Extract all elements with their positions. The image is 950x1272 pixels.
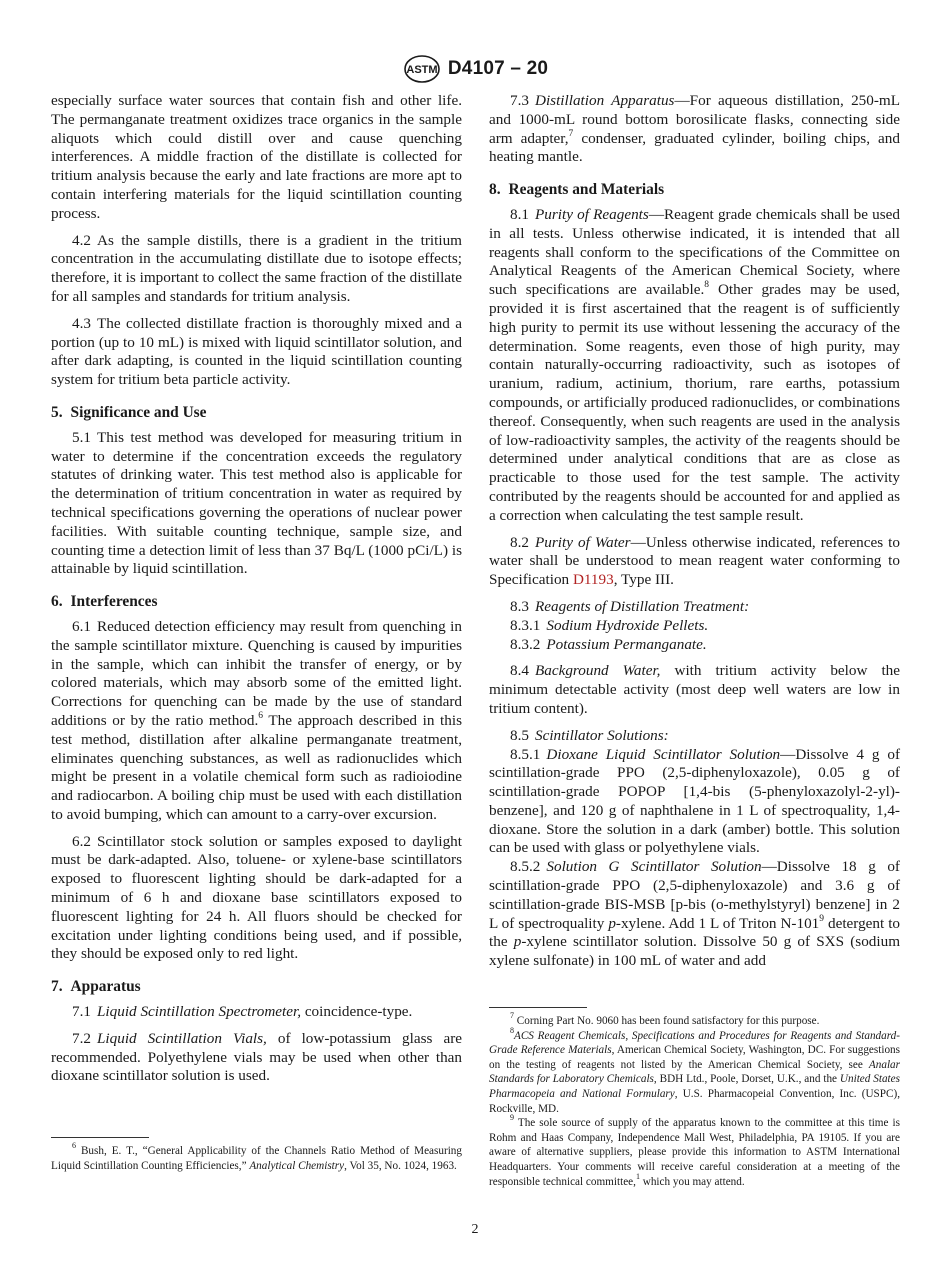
- paragraph-6-1: [51, 618, 462, 825]
- section-number: 8.: [489, 181, 501, 199]
- svg-text:ASTM: ASTM: [406, 64, 438, 76]
- section-title: Interferences: [70, 593, 158, 611]
- section-title: Apparatus: [70, 978, 141, 996]
- footnote-6: [51, 1141, 462, 1173]
- clause-text: coincidence-type.: [301, 1003, 413, 1021]
- footnote-ref-8[interactable]: 8: [704, 280, 710, 291]
- paragraph-4-2: [51, 232, 462, 307]
- footnote-number: 6: [72, 1141, 76, 1151]
- clause-title: Liquid Scintillation Spectrometer,: [96, 1003, 302, 1021]
- footnote-italic: ACS Reagent Chemicals, Specifications and Procedures for Reagents and Standard-Grade Reference Materials: [489, 1029, 900, 1057]
- clause-number: 7.1: [72, 1003, 91, 1021]
- clause-title: Potassium Permanganate.: [546, 635, 707, 653]
- clause-number: 8.2: [510, 533, 529, 551]
- footnote-text: which you may attend.: [639, 1175, 745, 1188]
- paragraph-8-5: [489, 727, 900, 746]
- clause-text: This test method was developed for measuring tritium in water to determine if the concentration exceeds the regulatory statutes of drinking water. This test method also is applicable for the determination of tritium concentration in water as required by technical specifications governing the operations of nuclear power facilities. With suitable counting technique, sample size, and counting time a detection limit of less than 37 Bq/L (1000 pCi/L) is attainable by liquid scintillation.: [51, 428, 462, 578]
- clause-title: Scintillator Solutions:: [534, 726, 669, 744]
- footnote-7: [489, 1011, 900, 1029]
- footnotes-right: [489, 1007, 900, 1189]
- clause-number: 7.2: [72, 1029, 91, 1047]
- footnote-text: , U.S. Pharmacopeial Convention, Inc. (USPC), Rockville, MD.: [489, 1087, 900, 1115]
- paragraph-4-3: [51, 315, 462, 390]
- section-number: 6.: [51, 593, 63, 611]
- paragraph-7-2: [51, 1030, 462, 1086]
- clause-text: detergent to the: [489, 914, 901, 951]
- paragraph-5-1: [51, 429, 462, 579]
- clause-italic: p: [513, 933, 522, 951]
- clause-title: Purity of Reagents: [534, 205, 649, 223]
- clause-text: , Type III.: [613, 571, 674, 589]
- paragraph-4-1-continued: especially surface water sources that contain fish and other life. The permanganate treatment oxidizes trace organics in the sample aliquots which could distill over and cause quenching interferences. A middle fraction of the distillate is collected for tritium analysis because the early and late fractions are more apt to contain interfering materials for the liquid scintillation counting process.: [51, 92, 462, 222]
- section-heading-7: [51, 978, 462, 997]
- footnote-divider: [489, 1007, 587, 1008]
- clause-text: —Dissolve 4 g of scintillation-grade PPO (2,5-diphenyloxazole), 0.05 g of scintillation-grade POPOP [1,4-bis (5-phenyloxazolyl-2-yl)-benzene], and 120 g of naphthalene in 1 L of spectroquality, 1,4-dioxane. Store the solution in a dark (amber) bottle. This solution can be used with glass or polyethylene vials.: [489, 745, 900, 857]
- clause-text: As the sample distills, there is a gradient in the tritium concentration in the accumulating distillate due to isotope effects; therefore, it is important to collect the same fraction of the distillate for all samples and standards for tritium analysis.: [51, 231, 462, 305]
- clause-number: 8.5.1: [510, 745, 541, 763]
- clause-text: -xylene. Add 1 L of Triton N-101: [615, 914, 820, 932]
- page-header: [0, 54, 950, 84]
- paragraph-6-2: [51, 833, 462, 965]
- footnote-number: 9: [510, 1113, 514, 1123]
- clause-text: of low-potassium glass are recommended. Polyethylene vials may be used when other than dioxane scintillator solution is used.: [51, 1029, 462, 1085]
- section-title: Reagents and Materials: [508, 181, 665, 199]
- footnote-text: , American Chemical Society, Washington, DC. For suggestions on the testing of reagents not listed by the American Chemical Society, see: [489, 1044, 900, 1071]
- clause-text: The approach described in this test method, distillation after alkaline permanganate treatment, eliminates quenching substances, as well as radionuclides which might be present in a volatile chemical form such as radioiodine and radiocarbon. A boiling chip must be used with each distillation to avoid bumping, which can amount to a carry-over excursion.: [51, 711, 462, 823]
- clause-text: Scintillator stock solution or samples exposed to daylight must be dark-adapted. Also, toluene- or xylene-base scintillators exposed to fluorescent lighting should be dark-adapted for a minimum of 6 h and dioxane base scintillators exposed to fluorescent lighting for 24 h. All fluors should be checked for excitation under lighting conditions being used, and if possible, they should be exposed only to red light.: [51, 832, 462, 963]
- clause-number: 4.3: [72, 314, 91, 332]
- clause-number: 8.5.2: [510, 858, 541, 876]
- clause-number: 8.3.2: [510, 635, 541, 653]
- clause-number: 4.2: [72, 231, 91, 249]
- clause-italic: p: [608, 914, 616, 932]
- left-column: [51, 92, 462, 1094]
- page-number: 2: [471, 1222, 479, 1237]
- clause-text: —For aqueous distillation, 250-mL and 1000-mL round bottom borosilicate flasks, connecting side arm adapter,: [489, 92, 901, 147]
- paragraph-8-3-2: [489, 636, 900, 655]
- clause-text: condenser, graduated cylinder, boiling chips, and heating mantle.: [489, 129, 900, 166]
- footnote-ref-7[interactable]: 7: [568, 128, 574, 139]
- footnote-ref-9[interactable]: 9: [819, 913, 825, 924]
- paragraph-8-5-2: [489, 858, 900, 971]
- footnote-ref-1[interactable]: 1: [635, 1171, 640, 1181]
- footnote-divider: [51, 1137, 149, 1138]
- clause-title: Sodium Hydroxide Pellets.: [546, 616, 709, 634]
- section-number: 5.: [51, 403, 63, 421]
- footnotes-left: [51, 1137, 462, 1173]
- clause-text: —Reagent grade chemicals shall be used in all tests. Unless otherwise indicated, it is intended that all reagents shall conform to the specifications of the Committee on Analytical Reagents of the American Chemical Society, where such specifications are available.: [489, 205, 900, 299]
- clause-text: with tritium activity below the minimum detectable activity (most deep well waters are low in tritium content).: [489, 662, 900, 717]
- footnote-9: [489, 1113, 900, 1189]
- footnote-8: [489, 1025, 900, 1117]
- clause-text: -xylene scintillator solution. Dissolve 50 g of SXS (sodium xylene sulfonate) in 100 mL of water and add: [489, 933, 901, 970]
- paragraph-8-5-1: [489, 746, 900, 859]
- clause-text: Reduced detection efficiency may result from quenching in the sample scintillator mixture. Quenching is caused by impurities in the sample, which can inhibit the transfer of energy, or by colored materials, which may absorb some of the emitted light. Corrections for quenching can be made by the use of standard additions or by the ratio method.: [51, 617, 462, 729]
- paragraph-8-1: [489, 206, 900, 526]
- section-heading-6: [51, 593, 462, 612]
- paragraph-8-4: [489, 662, 900, 718]
- footnote-number: 8: [510, 1025, 514, 1035]
- paragraph-7-3: [489, 92, 900, 167]
- clause-number: 8.4: [510, 662, 529, 680]
- footnote-italic: United States Pharmacopeia and National Formulary: [489, 1073, 900, 1100]
- clause-number: 8.3.1: [510, 616, 541, 634]
- footnote-ref-6[interactable]: 6: [258, 710, 264, 721]
- paragraph-8-3-1: [489, 617, 900, 636]
- clause-title: Dioxane Liquid Scintillator Solution: [546, 745, 781, 763]
- footnote-text: Bush, E. T., “General Applicability of the Channels Ratio Method of Measuring Liquid Scintillation Counting Efficiencies,”: [51, 1145, 462, 1172]
- clause-title: Background Water,: [534, 662, 661, 680]
- footnote-italic: Analytical Chemistry: [249, 1159, 345, 1172]
- clause-title: Purity of Water: [534, 533, 631, 551]
- right-column: [489, 92, 900, 979]
- clause-title: Solution G Scintillator Solution: [546, 858, 762, 876]
- paragraph-7-1: [51, 1003, 462, 1022]
- clause-number: 8.1: [510, 205, 529, 223]
- clause-text: —Dissolve 18 g of scintillation-grade PPO (2,5-diphenyloxazole) and 3.6 g of scintillation-grade BIS-MSB [p-bis (o-methylstyryl) benzene] in 2 L of spectroquality: [489, 858, 900, 932]
- clause-text: The collected distillate fraction is thoroughly mixed and a portion (up to 10 mL) is mixed with liquid scintillator solution, and after dark adapting, is counted in the liquid scintillation counting system for tritium beta particle activity.: [51, 314, 462, 389]
- footnote-text: Corning Part No. 9060 has been found satisfactory for this purpose.: [514, 1015, 820, 1027]
- section-heading-8: [489, 181, 900, 200]
- section-heading-5: [51, 404, 462, 423]
- footnote-text: , BDH Ltd., Poole, Dorset, U.K., and the: [653, 1073, 840, 1086]
- paragraph-8-2: [489, 534, 900, 590]
- clause-title: Liquid Scintillation Vials,: [96, 1029, 267, 1047]
- clause-title: Reagents of Distillation Treatment:: [534, 597, 750, 615]
- clause-text: —Unless otherwise indicated, references to water shall be understood to mean reagent water conforming to Specification: [489, 533, 900, 589]
- footnote-italic: Analar Standards for Laboratory Chemicals: [489, 1058, 900, 1086]
- clause-number: 7.3: [510, 92, 529, 109]
- footnote-text: The sole source of supply of the apparatus known to the committee at this time is Rohm and Haas Company, Independence Mall West, Philadelphia, PA 19105. If you are aware of alternative suppliers, please provide this information to ASTM International Headquarters. Your comments will receive careful consideration at a meeting of the responsible technical committee,: [489, 1117, 900, 1188]
- clause-number: 6.1: [72, 617, 91, 635]
- clause-number: 6.2: [72, 832, 91, 850]
- clause-number: 8.3: [510, 597, 529, 615]
- spec-link-d1193[interactable]: D1193: [572, 571, 614, 589]
- document-id: D4107 – 20: [447, 58, 549, 79]
- section-number: 7.: [51, 978, 63, 996]
- clause-text: Other grades may be used, provided it is first ascertained that the reagent is of sufficiently high purity to permit its use without lessening the accuracy of the determination. Some reagents, even those of high purity, may contain naturally-occurring radioactivity, such as isotopes of uranium, radium, actinium, thorium, rare earths, potassium compounds, or artificially produced radionuclides, or combinations thereof. Consequently, when such reagents are used in the analysis of low-radioactivity samples, the activity of the reagents should be determined under analytical conditions that are as close as practicable to those used for the test sample. The activity contributed by the reagents should be accounted for and applied as a correction when calculating the test sample result.: [489, 281, 900, 524]
- clause-title: Distillation Apparatus: [534, 92, 675, 109]
- clause-number: 5.1: [72, 428, 91, 446]
- footnote-number: 7: [510, 1011, 514, 1021]
- section-title: Significance and Use: [70, 403, 207, 421]
- footnote-text: , Vol 35, No. 1024, 1963.: [344, 1159, 457, 1172]
- astm-logo-icon: [402, 54, 442, 84]
- paragraph-8-3: [489, 598, 900, 617]
- clause-number: 8.5: [510, 726, 529, 744]
